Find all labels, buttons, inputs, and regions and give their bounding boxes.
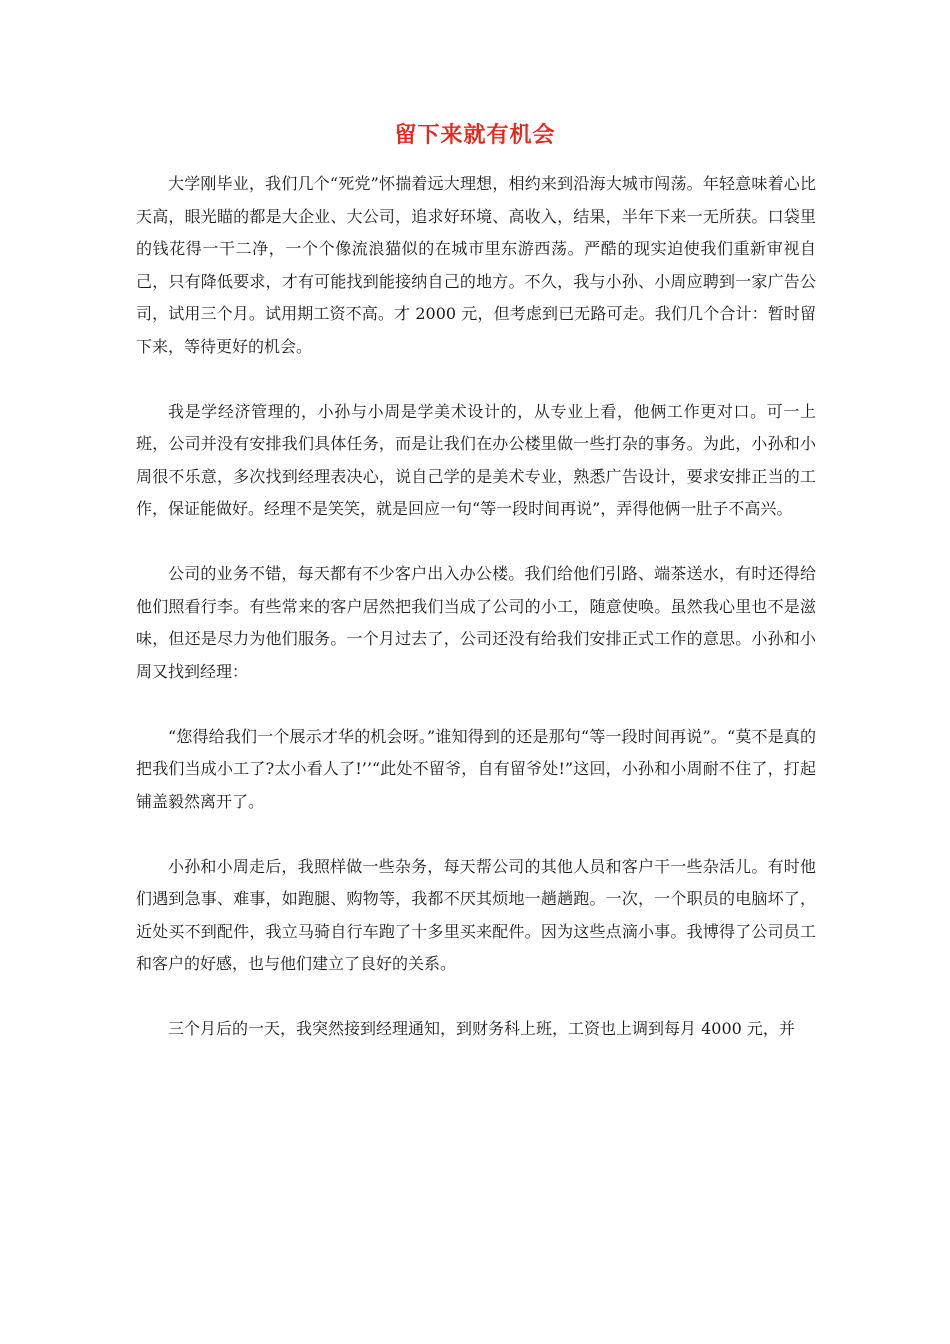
paragraph: 三个月后的一天，我突然接到经理通知，到财务科上班，工资也上调到每月 4000 元，并: [168, 1019, 795, 1038]
paragraph: 公司的业务不错，每天都有不少客户出入办公楼。我们给他们引路、端茶送水，有时还得给他们照看行李。有些常来的客户居然把我们当成了公司的小工，随意使唤。虽然我心里也不是滋味，但还是尽力为他们服务。一个月过去了，公司还没有给我们安排正式工作的意思。小孙和小周又找到经理：: [136, 564, 816, 681]
article-body: [136, 168, 816, 1078]
paragraph: 我是学经济管理的，小孙与小周是学美术设计的，从专业上看，他俩工作更对口。可一上班，公司并没有安排我们具体任务，而是让我们在办公楼里做一些打杂的事务。为此，小孙和小周很不乐意，多次找到经理表决心，说自己学的是美术专业，熟悉广告设计，要求安排正当的工作，保证能做好。经理不是笑笑，就是回应一句“等一段时间再说”，弄得他俩一肚子不高兴。: [136, 401, 816, 518]
paragraph: “您得给我们一个展示才华的机会呀。”谁知得到的还是那句“等一段时间再说”。“莫不是真的把我们当成小工了?太小看人了!’’“此处不留爷，自有留爷处!”这回，小孙和小周耐不住了，打起铺盖毅然离开了。: [136, 726, 816, 811]
paragraph: 大学刚毕业，我们几个“死党”怀揣着远大理想，相约来到沿海大城市闯荡。年轻意味着心比天高，眼光瞄的都是大企业、大公司，追求好环境、高收入，结果，半年下来一无所获。口袋里的钱花得一干二净，一个个像流浪猫似的在城市里东游西荡。严酷的现实迫使我们重新审视自己，只有降低要求，才有可能找到能接纳自己的地方。不久，我与小孙、小周应聘到一家广告公司，试用三个月。试用期工资不高。才 2000 元，但考虑到已无路可走。我们几个合计：暂时留下来，等待更好的机会。: [136, 174, 816, 356]
paragraph: 小孙和小周走后，我照样做一些杂务，每天帮公司的其他人员和客户干一些杂活儿。有时他们遇到急事、难事，如跑腿、购物等，我都不厌其烦地一趟趟跑。一次，一个职员的电脑坏了，近处买不到配件，我立马骑自行车跑了十多里买来配件。因为这些点滴小事。我博得了公司员工和客户的好感，也与他们建立了良好的关系。: [136, 856, 816, 973]
article-title: 留下来就有机会: [394, 123, 556, 148]
